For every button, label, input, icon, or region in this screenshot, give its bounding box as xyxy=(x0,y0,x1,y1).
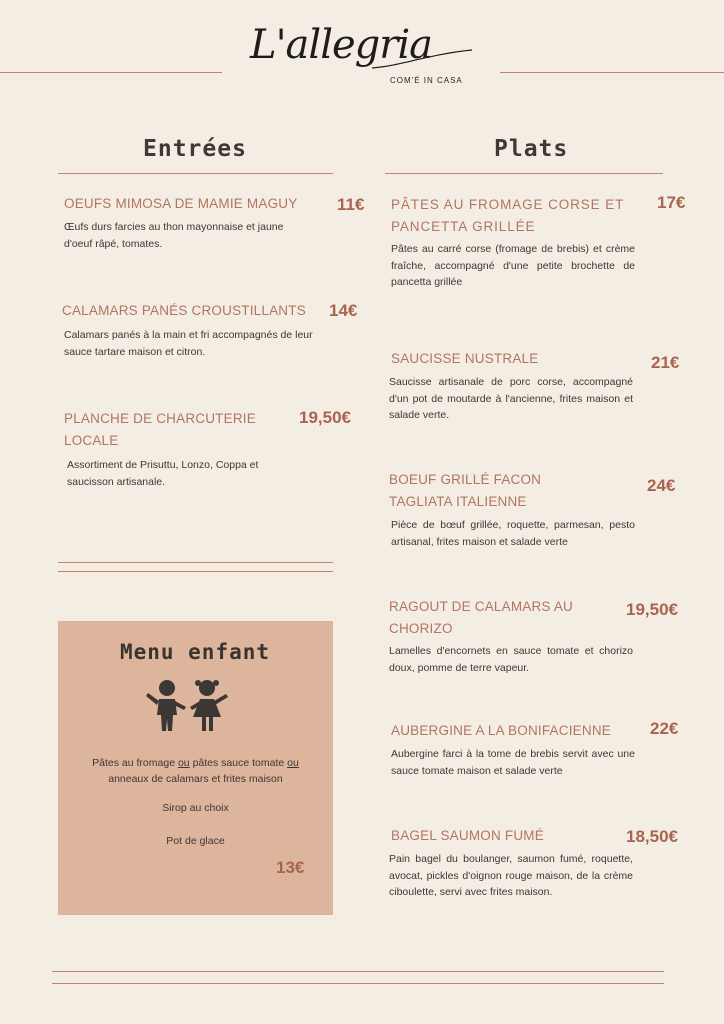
entrees-rule-2 xyxy=(58,571,333,572)
header-rule-left xyxy=(0,72,222,73)
plat-name: BOEUF GRILLÉ FACON TAGLIATA ITALIENNE xyxy=(389,472,542,509)
logo-script: L'allegria xyxy=(250,22,433,68)
plat-price: 24€ xyxy=(647,476,676,495)
kids-menu-syrup: Sirop au choix xyxy=(162,802,229,814)
plat-description: Pain bagel du boulanger, saumon fumé, roquette, avocat, pickles d'oignon rouge maison, de la crème ciboulette, servi avec frites maison. xyxy=(389,853,633,898)
kids-menu-title: Menu enfant xyxy=(119,640,271,664)
plat-description: Pièce de bœuf grillée, roquette, parmesan, pesto artisanal, frites maison et salade verte xyxy=(391,519,635,548)
entrees-rule-1 xyxy=(58,562,333,563)
plats-title-rule xyxy=(385,173,663,174)
plat-price: 18,50€ xyxy=(626,827,678,846)
plat-description: Aubergine farci à la tome de brebis servit avec une sauce tomate maison et salade verte xyxy=(391,748,635,777)
plat-name: AUBERGINE A LA BONIFACIENNE xyxy=(391,723,611,738)
plat-description: Saucisse artisanale de porc corse, accompagné d'un pot de moutarde à l'ancienne, frites maison et salade verte. xyxy=(389,376,633,421)
entree-description: Assortiment de Prisuttu, Lonzo, Coppa et saucisson artisanale. xyxy=(67,459,259,488)
kids-menu-price: 13€ xyxy=(276,858,305,877)
entree-price: 14€ xyxy=(329,301,358,320)
footer-rule-2 xyxy=(52,983,664,984)
plats-title: Plats xyxy=(494,136,569,162)
entree-name: PLANCHE DE CHARCUTERIE LOCALE xyxy=(64,411,256,448)
entrees-title-rule xyxy=(58,173,333,174)
kids-menu-or: ou xyxy=(177,757,190,769)
footer-rule-1 xyxy=(52,971,664,972)
entree-description: Calamars panés à la main et fri accompagnés de leur sauce tartare maison et citron. xyxy=(64,329,313,358)
plat-name: PÂTES AU FROMAGE CORSE ET PANCETTA GRILLÉE xyxy=(391,197,625,234)
entree-price: 19,50€ xyxy=(299,408,351,427)
plat-price: 17€ xyxy=(657,193,686,212)
plat-price: 22€ xyxy=(650,719,679,738)
plat-name: BAGEL SAUMON FUMÉ xyxy=(391,828,544,843)
kids-menu-line xyxy=(58,755,333,772)
entree-name: OEUFS MIMOSA DE MAMIE MAGUY xyxy=(64,196,298,211)
plat-description: Lamelles d'encornets en sauce tomate et chorizo doux, pomme de terre vapeur. xyxy=(389,645,633,674)
kids-menu-ice: Pot de glace xyxy=(166,835,225,847)
kids-menu-line: anneaux de calamars et frites maison xyxy=(108,773,283,785)
plat-description: Pâtes au carré corse (fromage de brebis) et crème fraîche, accompagné d'une petite brochette de pancetta grillée xyxy=(391,243,635,288)
entree-price: 11€ xyxy=(337,195,365,214)
plat-price: 21€ xyxy=(651,353,680,372)
entree-description: Œufs durs farcies au thon mayonnaise et jaune d'oeuf râpé, tomates. xyxy=(64,221,284,250)
plat-name: SAUCISSE NUSTRALE xyxy=(391,351,539,366)
children-icon xyxy=(145,677,235,733)
logo-tagline: COM'É IN CASA xyxy=(390,76,463,85)
entrees-title: Entrées xyxy=(143,136,247,162)
kids-menu-tomato: pâtes sauce tomate xyxy=(189,757,288,769)
entree-name: CALAMARS PANÉS CROUSTILLANTS xyxy=(62,303,306,318)
header-rule-right xyxy=(500,72,724,73)
kids-menu-or: ou xyxy=(287,757,299,769)
kids-menu-pasta: Pâtes au fromage xyxy=(92,757,178,769)
plat-name: RAGOUT DE CALAMARS AU CHORIZO xyxy=(389,599,573,636)
plat-price: 19,50€ xyxy=(626,600,678,619)
logo-flourish xyxy=(370,44,475,74)
